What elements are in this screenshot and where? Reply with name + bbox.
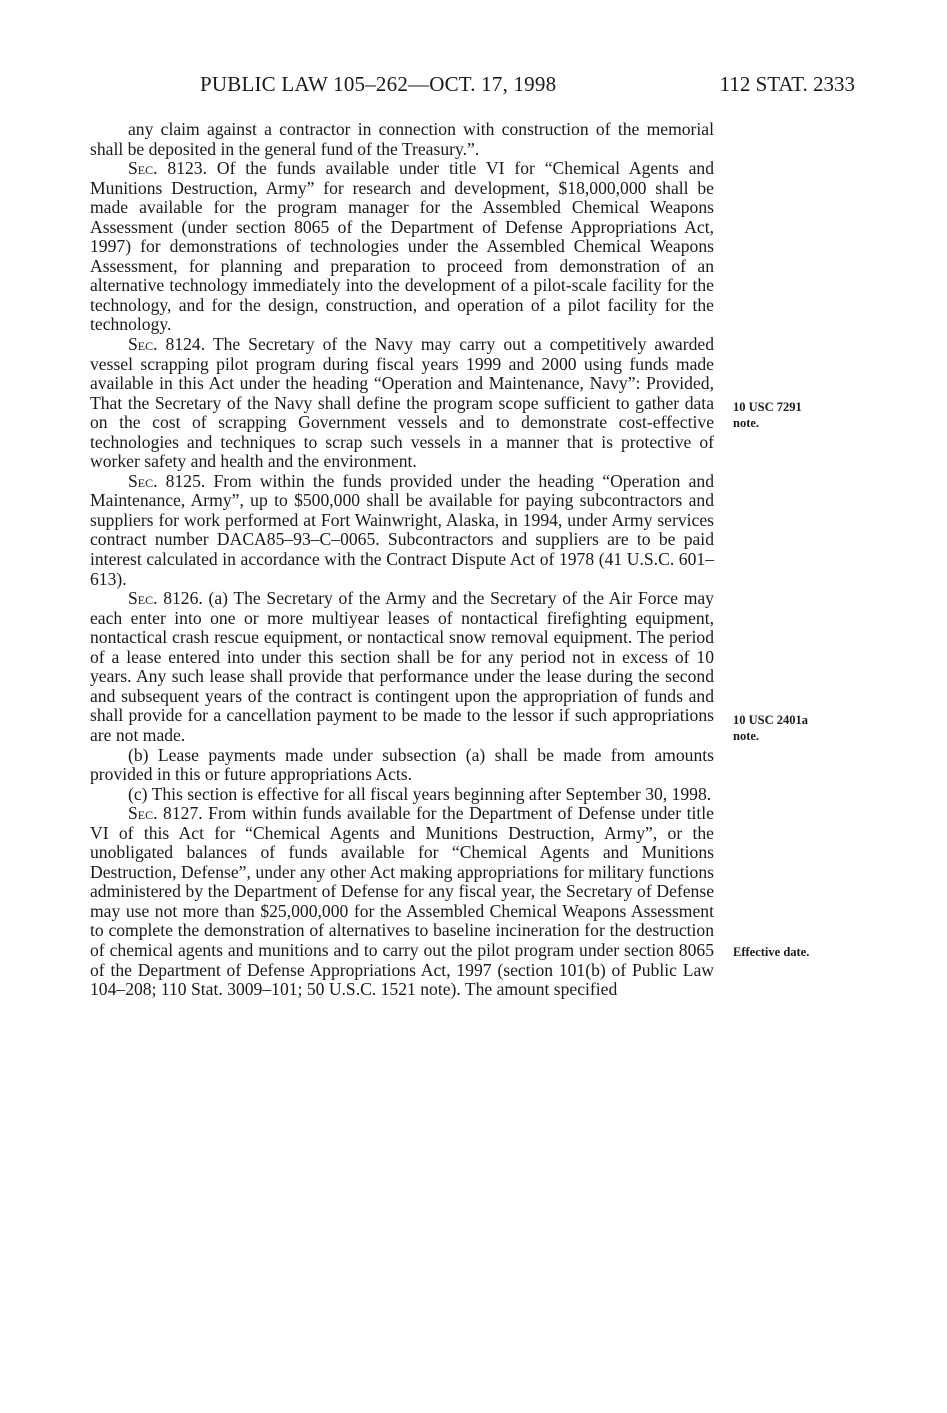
section-8124 xyxy=(90,335,714,472)
margin-note-effective-date: Effective date. xyxy=(733,945,810,959)
page-header xyxy=(0,72,947,100)
paragraph-text: (a) The Secretary of the Army and the Secretary of the Air Force may each enter into one or more multiyear leases of nontactical firefighting equipment, nontactical crash rescue equipment, or nontactical snow removal equipment. The period of a lease entered into under this section shall be for any period not in excess of 10 years. Any such lease shall provide that performance under the lease during the second and subsequent years of the contract is contingent upon the appropriation of funds and shall provide for a cancellation payment to be made to the lessor if such appropriations are not made. xyxy=(90,588,714,745)
paragraph-text: (c) This section is effective for all fiscal years beginning after September 30, 1998. xyxy=(128,783,712,804)
statute-body xyxy=(90,120,714,1000)
section-label: Sec. 8127. xyxy=(128,803,203,824)
running-head-title: PUBLIC LAW 105–262—OCT. 17, 1998 xyxy=(200,72,557,96)
section-label: Sec. 8124. xyxy=(128,334,206,355)
section-8126-c xyxy=(90,785,714,805)
margin-note-10-usc-2401a: 10 USC 2401a note. xyxy=(733,713,809,743)
section-8125 xyxy=(90,472,714,589)
paragraph-text: any claim against a contractor in connection with construction of the memorial shall be deposited in the general fund of the Treasury.”. xyxy=(90,119,714,159)
section-8126-b xyxy=(90,746,714,785)
paragraph-text: Of the funds available under title VI for “Chemical Agents and Munitions Destruction, Army” for research and development, $18,000,000 shall be made available for the program manager for the Assembled Chemical Weapons Assessment (under section 8065 of the Department of Defense Appropriations Act, 1997) for demonstrations of technologies under the Assembled Chemical Weapons Assessment, for planning and preparation to proceed from demonstration of an alternative technology immediately into the development of a pilot-scale facility for the technology, and for the design, construction, and operation of a pilot facility for the technology. xyxy=(90,158,714,335)
section-8126-a xyxy=(90,589,714,745)
section-label: Sec. 8123. xyxy=(128,158,207,179)
paragraph-text: (b) Lease payments made under subsection (a) shall be made from amounts provided in this or future appropriations Acts. xyxy=(90,744,714,785)
section-label: Sec. 8126. xyxy=(128,588,203,609)
margin-note-10-usc-7291: 10 USC 7291 note. xyxy=(733,400,802,430)
paragraph-text: From within funds available for the Department of Defense under title VI of this Act for “Chemical Agents and Munitions Destruction, Army”, or the unobligated balances of funds available for “Chemical Agents and Munitions Destruction, Defense”, under any other Act making appropriations for military functions administered by the Department of Defense for any fiscal year, the Secretary of Defense may use not more than $25,000,000 for the Assembled Chemical Weapons Assessment to complete the demonstration of alternatives to baseline incineration for the destruction of chemical agents and munitions and to carry out the pilot program under section 8065 of the Department of Defense Appropriations Act, 1997 (section 101(b) of Public Law 104–208; 110 Stat. 3009–101; 50 U.S.C. 1521 note). The amount specified xyxy=(90,803,714,1000)
section-8123 xyxy=(90,159,714,335)
paragraph-text: From within the funds provided under the heading “Operation and Maintenance, Army”, up to $500,000 shall be available for paying subcontractors and suppliers for work performed at Fort Wainwright, Alaska, in 1994, under Army services contract number DACA85–93–C–0065. Subcontractors and suppliers are to be paid interest calculated in accordance with the Contract Dispute Act of 1978 (41 U.S.C. 601–613). xyxy=(90,470,714,589)
paragraph-continuation xyxy=(90,120,714,159)
statute-page-number: 112 STAT. 2333 xyxy=(719,72,855,96)
paragraph-text: The Secretary of the Navy may carry out a competitively awarded vessel scrapping pilot program during fiscal years 1999 and 2000 using funds made available in this Act under the heading “Operation and Maintenance, Navy”: Provided, That the Secretary of the Navy shall define the program scope sufficient to gather data on the cost of scrapping Government vessels and to demonstrate cost-effective technologies and techniques to scrap such vessels in a manner that is protective of worker safety and health and the environment. xyxy=(90,334,714,472)
section-label: Sec. 8125. xyxy=(128,470,206,491)
section-8127 xyxy=(90,804,714,999)
